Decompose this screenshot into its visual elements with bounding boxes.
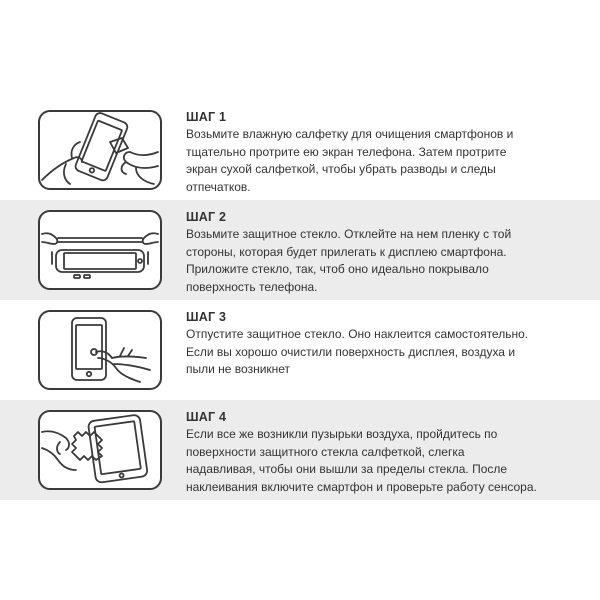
step-2-line: Приложите стекло, так, чтоб оно идеально покрывало: [186, 262, 489, 276]
hands-applying-glass-icon: [38, 210, 162, 290]
step-4-title: ШАГ 4: [186, 410, 227, 424]
step-3: [0, 300, 600, 400]
step-2-description: [186, 226, 586, 296]
step-1-line: экран сухой салфеткой, чтобы убрать разводы и следы: [186, 162, 496, 176]
step-2-line: Возьмите защитное стекло. Отклейте на нем пленку с той: [186, 227, 512, 241]
step-3-line: Если вы хорошо очистили поверхность дисплея, воздуха и: [186, 344, 516, 359]
step-4-description: [186, 426, 586, 496]
step-1: [0, 100, 600, 200]
step-4: [0, 400, 600, 500]
step-2-title: ШАГ 2: [186, 210, 227, 224]
step-3-line: Отпустите защитное стекло. Оно наклеится самостоятельно.: [186, 327, 529, 341]
step-4-line: Если все же возникли пузырьки воздуха, пройдитесь по: [186, 427, 498, 441]
finger-pressing-phone-icon: [38, 310, 162, 390]
step-4-line: наклеивания включите смартфон и проверьте работу сенсора.: [186, 479, 537, 494]
step-4-line: поверхности защитного стекла салфеткой, слегка: [186, 444, 465, 459]
step-4-line: надавливая, чтобы они вышли за пределы стекла. После: [186, 462, 508, 476]
step-2-line: стороны, которая будет прилегать к дисплею смартфона.: [186, 244, 507, 259]
step-1-line: Возьмите влажную салфетку для очищения смартфонов и: [186, 127, 514, 141]
step-1-line: отпечатков.: [186, 179, 251, 194]
step-3-description: [186, 326, 586, 379]
step-1-description: [186, 126, 586, 196]
step-3-title: ШАГ 3: [186, 310, 227, 324]
step-3-line: пыли не возникнет: [186, 362, 291, 376]
hand-with-cloth-phone-icon: [38, 410, 162, 490]
step-1-title: ШАГ 1: [186, 110, 227, 124]
hand-wiping-phone-icon: [38, 110, 162, 190]
step-2-line: поверхность телефона.: [186, 279, 318, 294]
step-1-line: тщательно протрите ею экран телефона. Затем протрите: [186, 144, 507, 159]
step-2: [0, 200, 600, 300]
